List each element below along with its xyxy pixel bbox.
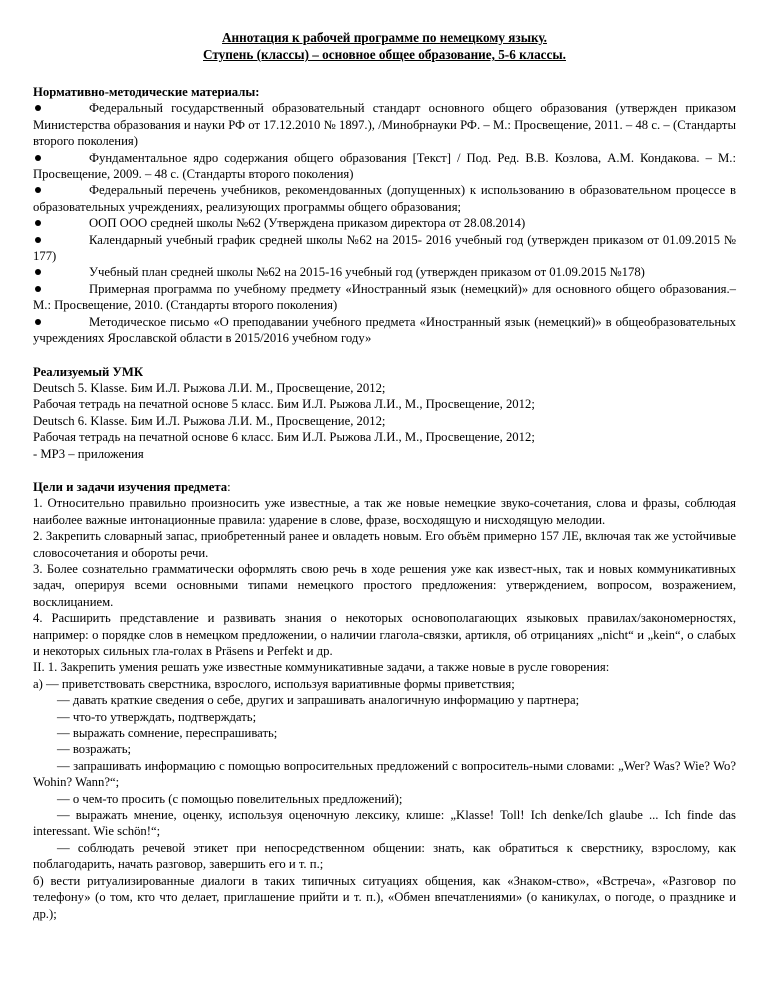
normative-item-text: Учебный план средней школы №62 на 2015-16 учебный год (утвержден приказом от 01.09.2015 №178): [89, 265, 645, 280]
normative-item: [33, 182, 736, 215]
bullet-icon: [35, 155, 41, 161]
normative-item-text: Примерная программа по учебному предмету «Иностранный язык (немецкий)» для основного общего образования.– М.: Просвещение, 2010. (Стандарты второго поколения): [33, 281, 736, 313]
bullet-icon: [35, 105, 41, 111]
normative-item: [33, 232, 736, 265]
bullet-icon: [35, 286, 41, 292]
umk-heading: Реализуемый УМК: [33, 364, 144, 379]
goal-sub-a-item: — выражать сомнение, переспрашивать;: [57, 726, 278, 741]
umk-line: - MP3 – приложения: [33, 446, 144, 461]
normative-item-text: Фундаментальное ядро содержания общего образования [Текст] / Под. Ред. В.В. Козлова, А.М. Кондакова. – М.: Просвещение, 2009. – 48 с. (Стандарты второго поколения): [33, 150, 736, 182]
normative-item-text: ООП ООО средней школы №62 (Утверждена приказом директора от 28.08.2014): [89, 216, 526, 231]
normative-item-text: Федеральный перечень учебников, рекомендованных (допущенных) к использованию в образовательном процессе в образовательных учреждениях, реализующих программы общего образования;: [33, 183, 736, 214]
goal-paragraph: 1. Относительно правильно произносить уже известные, а так же новые немецкие звуко-сочетания, слова и фразы, соблюдая наиболее важные интонационные правила: ударение в слове, фразе, восходящую и нисходящую мелодии.: [33, 496, 736, 527]
bullet-icon: [35, 319, 41, 325]
goal-sub-a-item: — запрашивать информацию с помощью вопросительных предложений с вопроситель-ными словами: „Wer? Was? Wie? Wo? Wohin? Wann?“;: [33, 758, 736, 790]
title-line-2: Ступень (классы) – основное общее образование, 5-6 классы.: [203, 47, 566, 62]
umk-line: Рабочая тетрадь на печатной основе 6 класс. Бим И.Л. Рыжова Л.И., М., Просвещение, 2012;: [33, 430, 535, 445]
umk-line: Deutsch 6. Klasse. Бим И.Л. Рыжова Л.И. М., Просвещение, 2012;: [33, 413, 386, 428]
goals-heading-line: [33, 479, 736, 495]
goals-heading-colon: :: [227, 479, 231, 494]
normative-item: [33, 264, 736, 280]
umk-line: Рабочая тетрадь на печатной основе 5 класс. Бим И.Л. Рыжова Л.И., М., Просвещение, 2012;: [33, 397, 535, 412]
goal-paragraph: 4. Расширить представление и развивать знания о некоторых основополагающих языковых правилах/закономерностях, например: о порядке слов в немецком предложении, о наличии глагола-связки, артикля, об отрицаниях „nicht“ и „kein“, о слабых и некоторых сильных гла-голах в Präsens и Perfekt и др.: [33, 611, 736, 658]
normative-item-text: Календарный учебный график средней школы №62 на 2015- 2016 учебный год (утвержден приказом от 01.09.2015 № 177): [33, 232, 736, 264]
goals-section: [33, 495, 736, 922]
normative-list: [33, 100, 736, 346]
goal-sub-a-first: а) — приветствовать сверстника, взрослого, используя вариативные формы приветствия;: [33, 676, 515, 691]
goal-sub-a-item: — соблюдать речевой этикет при непосредственном общении: знать, как обратиться к сверстнику, взрослому, как поблагодарить, начать разговор, завершить его и т. п.;: [33, 840, 736, 872]
normative-item: [33, 100, 736, 149]
bullet-icon: [35, 187, 41, 193]
goal-sub-a-item: — о чем-то просить (с помощью повелительных предложений);: [57, 791, 403, 806]
goal-sub-a-item: — давать краткие сведения о себе, других и запрашивать аналогичную информацию у партнера;: [57, 693, 580, 708]
title-line-1: Аннотация к рабочей программе по немецкому языку.: [222, 30, 547, 45]
normative-heading: Нормативно-методические материалы:: [33, 85, 260, 99]
bullet-icon: [35, 269, 41, 275]
normative-item-text: Методическое письмо «О преподавании учебного предмета «Иностранный язык (немецкий)» в общеобразовательных учреждениях Ярославской области в 2015/2016 учебном году»: [33, 314, 736, 346]
normative-item: [33, 281, 736, 314]
goals-heading: Цели и задачи изучения предмета: [33, 479, 228, 494]
normative-item: [33, 150, 736, 183]
goal-paragraph: 3. Более сознательно грамматически оформлять свою речь в ходе решения уже как извест-ных, так и новых коммуникативных задач, оперируя всеми основными типами немецкого простого предложения: утверждением, вопросом, возражением, восклицанием.: [33, 561, 736, 609]
goal-paragraph: 2. Закрепить словарный запас, приобретенный ранее и овладеть новым. Его объём примерно 157 ЛЕ, включая так же устойчивые словосочетания и обороты речи.: [33, 529, 736, 560]
goal-paragraph: II. 1. Закрепить умения решать уже известные коммуникативные задачи, а также новые в русле говорения:: [33, 660, 610, 675]
bullet-icon: [35, 220, 41, 226]
document-title: [33, 29, 736, 63]
normative-item: [33, 314, 736, 347]
goal-sub-a-item: — выражать мнение, оценку, используя оценочную лексику, клише: „Klasse! Toll! Ich denke/Ich glaube ... Ich finde das interessant. Wie schön!“;: [33, 808, 736, 839]
umk-line: Deutsch 5. Klasse. Бим И.Л. Рыжова Л.И. М., Просвещение, 2012;: [33, 380, 386, 395]
umk-list: [33, 380, 736, 462]
goal-sub-b: б) вести ритуализированные диалоги в таких типичных ситуациях общения, как «Знаком-ство», «Встреча», «Разговор по телефону» (о том, кто что делает, приглашение прийти и т. п.), «Обмен впечатлениями» (о каникулах, о погоде, о празднике и др.);: [33, 873, 736, 921]
normative-item: [33, 215, 736, 231]
goal-sub-a-item: — возражать;: [57, 742, 132, 757]
normative-item-text: Федеральный государственный образовательный стандарт основного общего образования (утвержден приказом Министерства образования и науки РФ от 17.12.2010 № 1897.), /Минобрнауки РФ. – М.: Просвещение, 2011. – 48 с. – (Стандарты второго поколения): [33, 101, 736, 149]
bullet-icon: [35, 237, 41, 243]
goal-sub-a-item: — что-то утверждать, подтверждать;: [57, 709, 257, 724]
